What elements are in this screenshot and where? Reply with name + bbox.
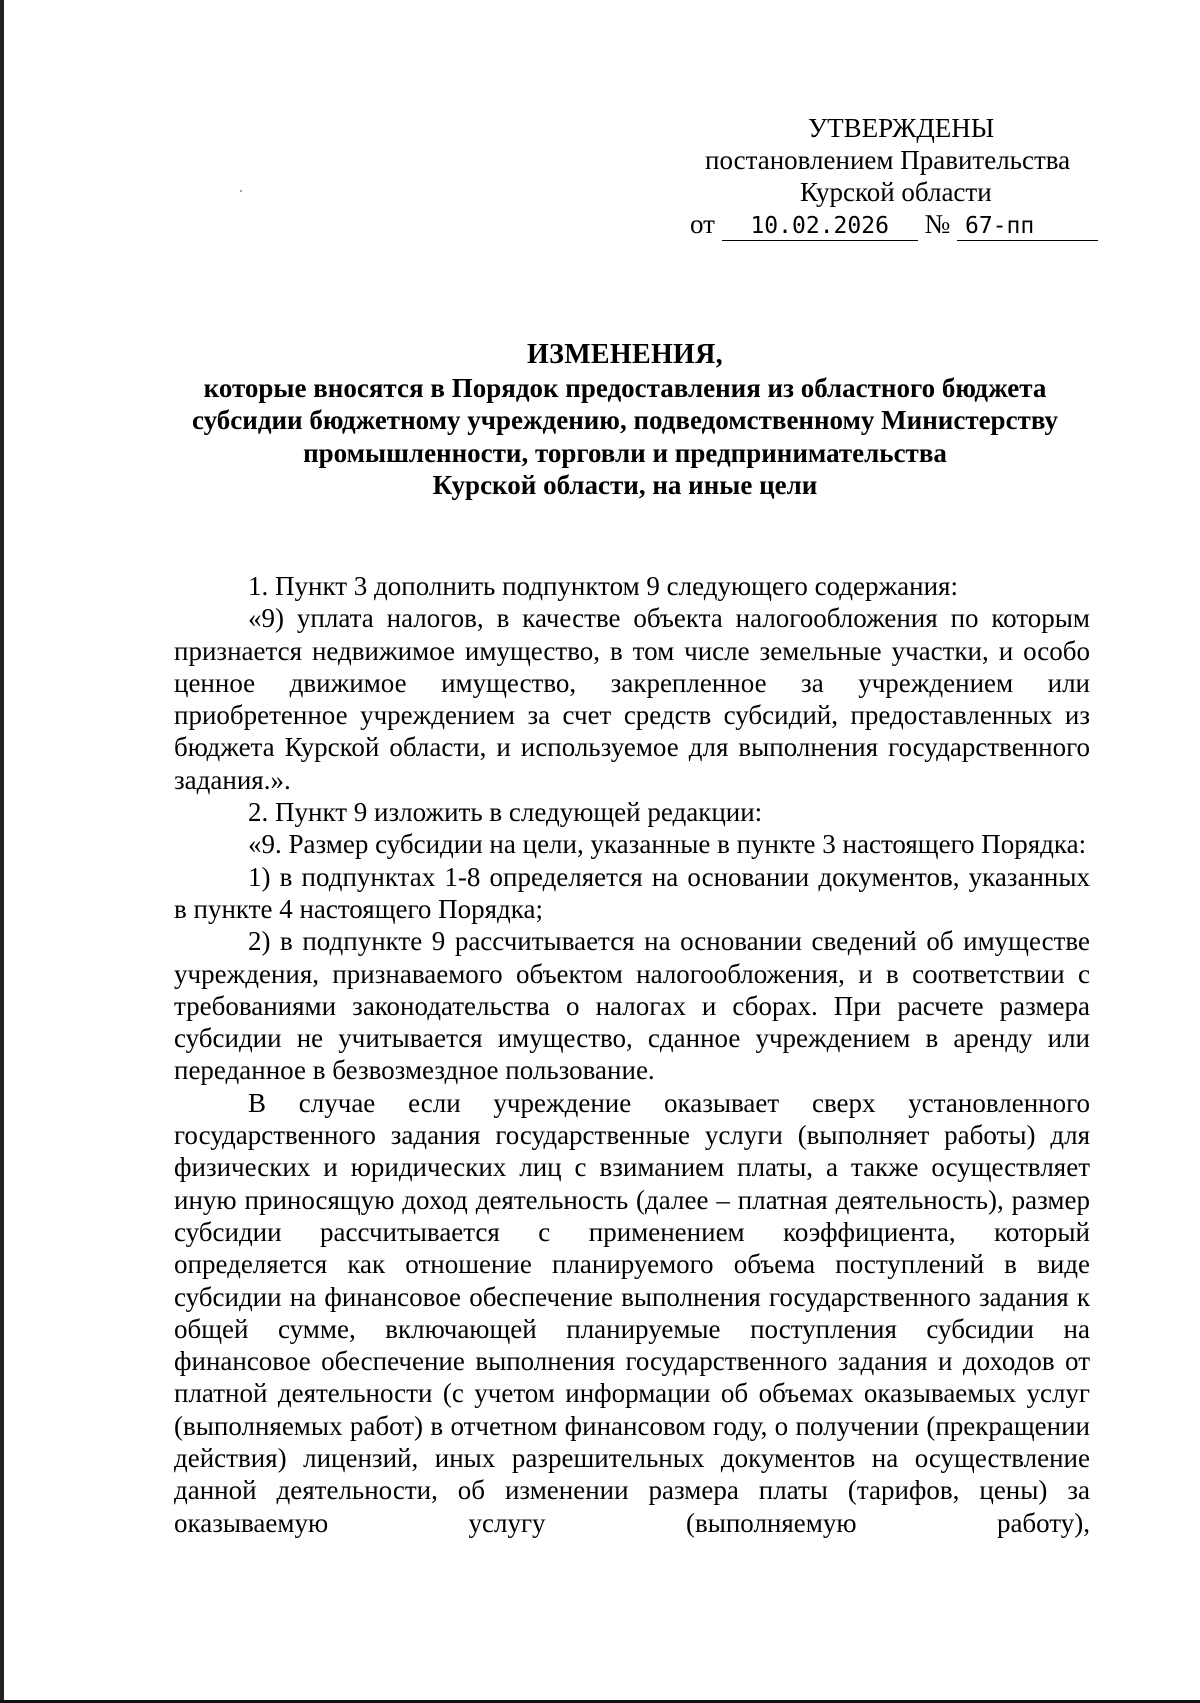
resolution-number: 67-пп: [957, 212, 1098, 241]
paragraph-subitem-9-text: «9) уплата налогов, в качестве объекта налогообложения по которым признается недвижимое имущество, в том числе земельные участки, и особо ценное движимое имущество, закрепленное за учреждением или приобретенное учреждением за счет средств субсидий, предоставленных из бюджета Курской области, и используемое для выполнения государственного задания.».: [174, 603, 1090, 795]
title-line-3: субсидии бюджетному учреждению, подведомственному Министерству: [192, 405, 1058, 435]
scan-speck: [240, 190, 242, 192]
paragraph-subpoint-1: 1) в подпунктах 1-8 определяется на основании документов, указанных в пункте 4 настоящего Порядка;: [174, 861, 1090, 924]
number-prefix: №: [924, 209, 951, 239]
paragraph-subpoint-2: 2) в подпункте 9 рассчитывается на основании сведений об имуществе учреждения, признаваемого объектом налогообложения, и в соответствии с требованиями законодательства о налогах и сборах. При расчете размера субсидии не учитывается имущество, сданное учреждением в аренду или переданное в безвозмездное пользование.: [174, 926, 1090, 1086]
document-body: [174, 570, 1090, 1539]
paragraph-item-2: 2. Пункт 9 изложить в следующей редакции:: [248, 797, 763, 828]
date-prefix: от: [690, 209, 715, 239]
paragraph-point-9: «9. Размер субсидии на цели, указанные в пункте 3 настоящего Порядка:: [248, 829, 1087, 860]
title-line-5: Курской области, на иные цели: [432, 470, 818, 500]
title-line-4: промышленности, торговли и предпринимательства: [303, 437, 947, 468]
approval-stamp-block: [690, 112, 1090, 241]
approval-region: Курской области: [800, 177, 992, 207]
paragraph-paid-activity: В случае если учреждение оказывает сверх установленного государственного задания государственные услуги (выполняет работы) для физических и юридических лиц с взиманием платы, а также осуществляет иную приносящую доход деятельность (далее – платная деятельность), размер субсидии рассчитывается с применением коэффициента, который определяется как отношение планируемого объема поступлений в виде субсидии на финансовое обеспечение выполнения государственного задания к общей сумме, включающей планируемые поступления субсидии на финансовое обеспечение выполнения государственного задания и доходов от платной деятельности (с учетом информации об объемах оказываемых услуг (выполняемых работ) в отчетном финансовом году, о получении (прекращении действия) лицензий, иных разрешительных документов на осуществление данной деятельности, об изменении размера платы (тарифов, цены) за оказываемую услугу (выполняемую работу),: [174, 1087, 1090, 1538]
approval-date-number-line: [690, 208, 1090, 241]
scan-edge-left: [0, 0, 4, 1703]
title-main: ИЗМЕНЕНИЯ,: [527, 339, 723, 370]
approval-by-resolution: постановлением Правительства: [705, 145, 1071, 175]
title-line-2: которые вносятся в Порядок предоставления из областного бюджета: [203, 372, 1047, 403]
approval-heading: УТВЕРЖДЕНЫ: [808, 113, 995, 143]
resolution-date: 10.02.2026: [722, 212, 918, 241]
document-title: [160, 339, 1090, 502]
paragraph-item-1: 1. Пункт 3 дополнить подпунктом 9 следующего содержания:: [248, 571, 958, 601]
